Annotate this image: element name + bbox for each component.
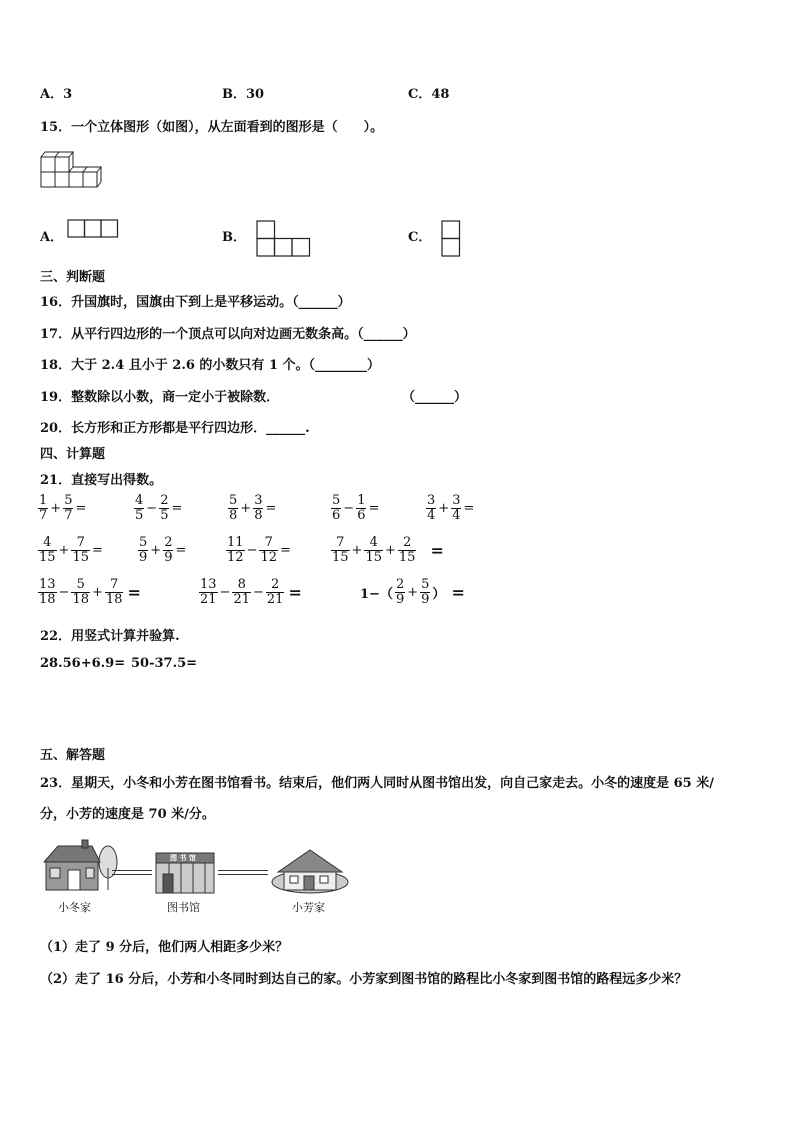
question-18: 18．大于 2.4 且小于 2.6 的小数只有 1 个。（________） xyxy=(40,358,381,373)
caption-library: 图书馆 xyxy=(167,901,200,914)
question-16: 16．升国旗时，国旗由下到上是平移运动。（______） xyxy=(40,295,351,310)
question-21: 21．直接写出得数。 xyxy=(40,473,163,488)
fraction-expr-r3e3: 1−（ $\frac{2}{9}$ + $\frac{5}{9}$ ） = xyxy=(360,577,465,608)
question-22-expr-1: 28.56+6.9= xyxy=(40,656,126,671)
section-3-title: 三、判断题 xyxy=(40,270,106,285)
fraction-expr-r1e5: $\frac{3}{4}$ + $\frac{3}{4}$ = xyxy=(427,493,475,524)
xiaofang-house-icon xyxy=(270,846,350,894)
fraction-expr-r2e3: $\frac{11}{12}$ − $\frac{7}{12}$ = xyxy=(227,535,291,566)
solid-figure-icon xyxy=(40,150,102,190)
question-23-line-1: 23．星期天，小冬和小芳在图书馆看书。结束后，他们两人同时从图书馆出发，向自己家走去。小冬的速度是 65 米/ xyxy=(40,776,714,791)
library-sign: 图 书 馆 xyxy=(170,853,196,862)
question-17: 17．从平行四边形的一个顶点可以向对边画无数条高。（______） xyxy=(40,327,416,342)
section-4-title: 四、计算题 xyxy=(40,447,106,462)
question-22-expr-2: 50-37.5= xyxy=(131,656,198,671)
question-19-blank: （______） xyxy=(402,390,468,405)
option-b: B．30 xyxy=(222,87,265,102)
option-b-label: B． xyxy=(222,230,246,245)
view-c-icon xyxy=(441,220,461,257)
section-5-title: 五、解答题 xyxy=(40,748,106,763)
question-15: 15．一个立体图形（如图），从左面看到的图形是（ ）。 xyxy=(40,120,384,135)
question-22: 22．用竖式计算并验算. xyxy=(40,629,180,644)
fraction-expr-r3e1: $\frac{13}{18}$ − $\frac{5}{18}$ + $\frac{7}{18}$ = xyxy=(39,577,141,608)
question-19: 19．整数除以小数，商一定小于被除数． xyxy=(40,390,280,405)
fraction-expr-r1e1: $\frac{1}{7}$ + $\frac{5}{7}$ = xyxy=(39,493,87,524)
question-23-sub-2: （2）走了 16 分后，小芳和小冬同时到达自己的家。小芳家到图书馆的路程比小冬家到图书馆的路程远多少米？ xyxy=(40,972,688,987)
option-c-label: C． xyxy=(408,230,432,245)
view-b-icon xyxy=(256,220,311,257)
question-23-line-2: 分，小芳的速度是 70 米/分。 xyxy=(40,807,215,822)
option-a: A．3 xyxy=(40,87,73,102)
road-right-line-1 xyxy=(218,870,268,871)
fraction-expr-r2e4: $\frac{7}{15}$ + $\frac{4}{15}$ + $\frac{2}{15}$ = xyxy=(332,535,444,566)
xiaodong-house-icon xyxy=(42,838,120,892)
question-20: 20．长方形和正方形都是平行四边形．______. xyxy=(40,421,310,436)
fraction-expr-r1e3: $\frac{5}{8}$ + $\frac{3}{8}$ = xyxy=(229,493,277,524)
fraction-expr-r2e2: $\frac{5}{9}$ + $\frac{2}{9}$ = xyxy=(139,535,187,566)
caption-xiaofang-house: 小芳家 xyxy=(292,901,325,914)
fraction-expr-r3e2: $\frac{13}{21}$ − $\frac{8}{21}$ − $\frac{2}{21}$ = xyxy=(200,577,302,608)
road-right-line-2 xyxy=(218,874,268,875)
fraction-expr-r1e2: $\frac{4}{5}$ − $\frac{2}{5}$ = xyxy=(135,493,183,524)
caption-xiaodong-house: 小冬家 xyxy=(58,901,91,914)
option-c: C．48 xyxy=(408,87,450,102)
fraction-expr-r2e1: $\frac{4}{15}$ + $\frac{7}{15}$ = xyxy=(39,535,103,566)
option-a-label: A． xyxy=(40,230,64,245)
road-left-line-2 xyxy=(112,874,152,875)
question-23-sub-1: （1）走了 9 分后，他们两人相距多少米？ xyxy=(40,940,289,955)
view-a-icon xyxy=(67,219,119,238)
fraction-expr-r1e4: $\frac{5}{6}$ − $\frac{1}{6}$ = xyxy=(332,493,380,524)
road-left-line-1 xyxy=(112,870,152,871)
